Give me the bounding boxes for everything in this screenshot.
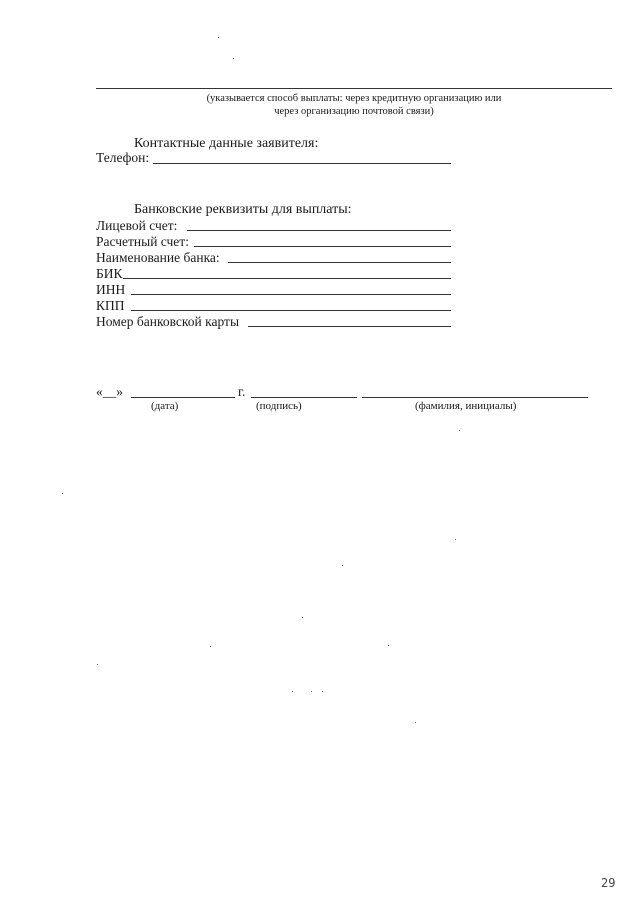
phone-label: Телефон: [96,150,150,165]
name-line [362,397,588,398]
inn-line [131,294,451,295]
scan-speck [302,617,303,618]
inn-label: ИНН [96,282,126,297]
scan-speck [62,493,63,494]
scan-speck [342,565,343,566]
kpp-label: КПП [96,298,125,313]
scan-speck [292,691,293,692]
payment-method-caption-line1: (указывается способ выплаты: через кредитную организацию или [206,93,502,104]
scan-speck [415,722,416,723]
bik-label: БИК [96,266,123,281]
bank-heading: Банковские реквизиты для выплаты: [134,202,352,217]
scan-speck [218,37,219,38]
bik-line [123,278,451,279]
payment-method-line [96,88,612,89]
scan-speck [455,539,456,540]
scan-speck [459,430,460,431]
payment-method-caption-line2: через организацию почтовой связи) [274,106,434,117]
scan-speck [388,645,389,646]
phone-line [153,163,451,164]
scan-speck [322,691,323,692]
settlement-account-line [194,246,451,247]
name-caption: (фамилия, инициалы) [415,400,517,412]
year-suffix: г. [238,384,246,399]
personal-account-line [187,230,451,231]
settlement-account-label: Расчетный счет: [96,234,189,249]
date-caption: (дата) [151,400,179,412]
date-day-field: «__» [96,384,123,399]
scan-speck [97,664,98,665]
scan-speck [311,691,312,692]
date-line [131,397,235,398]
signature-caption: (подпись) [256,400,302,412]
scan-speck [210,646,211,647]
scan-speck [233,58,234,59]
card-number-line [248,326,451,327]
contacts-heading: Контактные данные заявителя: [134,136,319,151]
page-number: 29 [601,876,616,890]
personal-account-label: Лицевой счет: [96,218,178,233]
kpp-line [131,310,451,311]
bank-name-line [228,262,451,263]
card-number-label: Номер банковской карты [96,314,240,329]
bank-name-label: Наименование банка: [96,250,220,265]
signature-line [251,397,357,398]
